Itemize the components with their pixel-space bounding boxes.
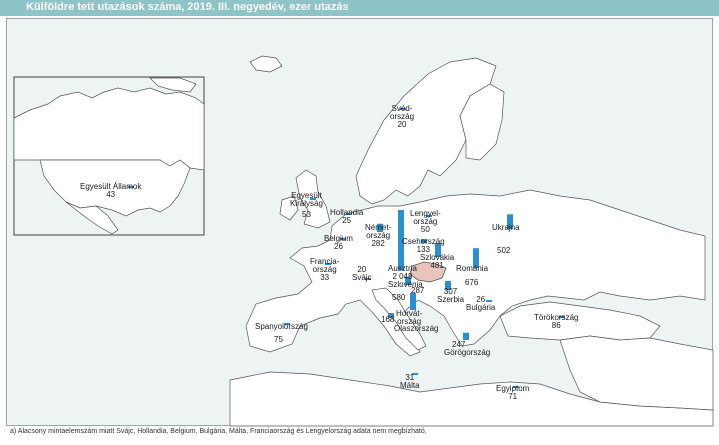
label-egyiptom-value: 71 (508, 392, 518, 401)
label-spanyol-name: Spanyolország (255, 322, 308, 331)
label-szlovakia (420, 254, 454, 270)
label-ausztria-value: 2 048 (392, 272, 413, 281)
label-egyiptom-name: Egyiptom (496, 384, 530, 393)
label-svajc (352, 266, 372, 282)
label-sved-value: 20 (397, 120, 407, 129)
label-ukrajna-name: Ukrajna (492, 223, 520, 232)
label-torok-name: Törökország (534, 313, 579, 322)
label-ukrajna (492, 224, 520, 232)
label-lengyel (410, 210, 441, 234)
label-ukrajna-value: 502 (497, 246, 511, 255)
label-spanyol-val (274, 336, 283, 344)
label-belg-name: Belgium (324, 234, 353, 243)
label-bulgaria (466, 296, 495, 312)
label-horvat-name2: ország (397, 317, 422, 326)
label-belg-value: 26 (334, 242, 343, 251)
turkey-shape (500, 302, 660, 340)
label-cseh (402, 238, 445, 254)
label-szlovenia-val (411, 287, 424, 295)
label-szerbia-value: 307 (443, 287, 458, 296)
chart-title: Külföldre tett utazások száma, 2019. III. negyedév, ezer utazás (26, 1, 349, 13)
label-malta (400, 374, 420, 390)
label-olasz-value: 168 (381, 315, 395, 324)
label-olasz-val (381, 316, 394, 324)
label-spanyol (255, 323, 308, 331)
label-romania-value: 676 (465, 278, 479, 287)
label-usa-name: Egyesült Államok (80, 182, 142, 191)
label-szlovakia-value: 481 (430, 261, 444, 270)
label-nemet (365, 224, 391, 248)
label-ausztria (388, 265, 417, 281)
iceland-shape (250, 56, 282, 72)
label-bulgaria-value: 26 (476, 295, 486, 304)
bar-20 (463, 333, 469, 340)
label-svajc-name: Svájc (352, 273, 372, 282)
label-usa (80, 183, 141, 199)
label-olasz (394, 325, 438, 333)
label-gorog (444, 349, 490, 357)
label-ausztria-name: Ausztria (388, 264, 417, 273)
label-romania (456, 265, 488, 273)
label-francia-name1: Francia- (310, 257, 340, 266)
label-nemet-name1: Német- (365, 223, 392, 232)
label-francia-value: 33 (320, 273, 330, 282)
label-belg (324, 235, 353, 251)
label-nemet-value: 282 (371, 239, 385, 248)
label-cseh-value: 133 (416, 245, 431, 254)
label-ukrajna-val (497, 247, 510, 255)
label-usa-value: 43 (106, 190, 116, 199)
label-horvat-name1: Horvát- (396, 309, 423, 318)
label-holl-name: Hollandia (330, 208, 364, 217)
label-torok-value: 86 (551, 321, 561, 330)
label-uk-value (302, 211, 311, 219)
label-uk-val: 53 (302, 210, 311, 219)
label-gorog-name: Görögország (444, 348, 491, 357)
label-szlovakia-name: Szlovákia (420, 253, 455, 262)
label-holl (330, 209, 363, 225)
label-bulgaria-name: Bulgária (466, 303, 496, 312)
label-sved (390, 105, 414, 129)
label-horvat (392, 294, 405, 302)
label-lengyel-name1: Lengyel- (410, 209, 441, 218)
label-cseh-name: Csehország (402, 237, 445, 246)
footnote: a) Alacsony mintaelemszám miatt Svájc, Hollandia, Belgium, Bulgária, Málta, Franciaország és Lengyelország adata nem megbízható. (10, 428, 427, 435)
label-szlovenia-name: Szlovénia (388, 280, 423, 289)
label-gorog-value: 247 (452, 340, 466, 349)
label-torok (534, 314, 578, 330)
label-spanyol-value: 75 (274, 335, 283, 344)
label-francia-name2: ország (312, 265, 337, 274)
label-szerbia (437, 288, 464, 304)
label-sved-name1: Svéd- (391, 104, 413, 113)
label-uk-name2: Királyság (290, 199, 323, 208)
label-szerbia-name: Szerbia (437, 295, 465, 304)
label-uk (290, 192, 323, 208)
label-romania-val (465, 279, 478, 287)
bar-17 (410, 293, 416, 310)
label-malta-name: Málta (400, 381, 420, 390)
label-malta-value: 31 (405, 373, 415, 382)
label-lengyel-name2: ország (413, 217, 438, 226)
label-svajc-value: 20 (357, 265, 367, 274)
label-nemet-name2: ország (366, 231, 391, 240)
label-lengyel-value: 50 (420, 225, 430, 234)
label-uk-name1: Egyesült (291, 191, 322, 200)
label-holl-value: 25 (342, 216, 352, 225)
label-szlovenia-value: 287 (411, 286, 425, 295)
label-francia (310, 258, 339, 282)
label-sved-name2: ország (390, 112, 415, 121)
label-olasz-name: Olaszország (394, 324, 439, 333)
label-romania-name: Románia (456, 264, 489, 273)
label-egyiptom (496, 385, 529, 401)
label-horvat-value: 580 (392, 293, 406, 302)
